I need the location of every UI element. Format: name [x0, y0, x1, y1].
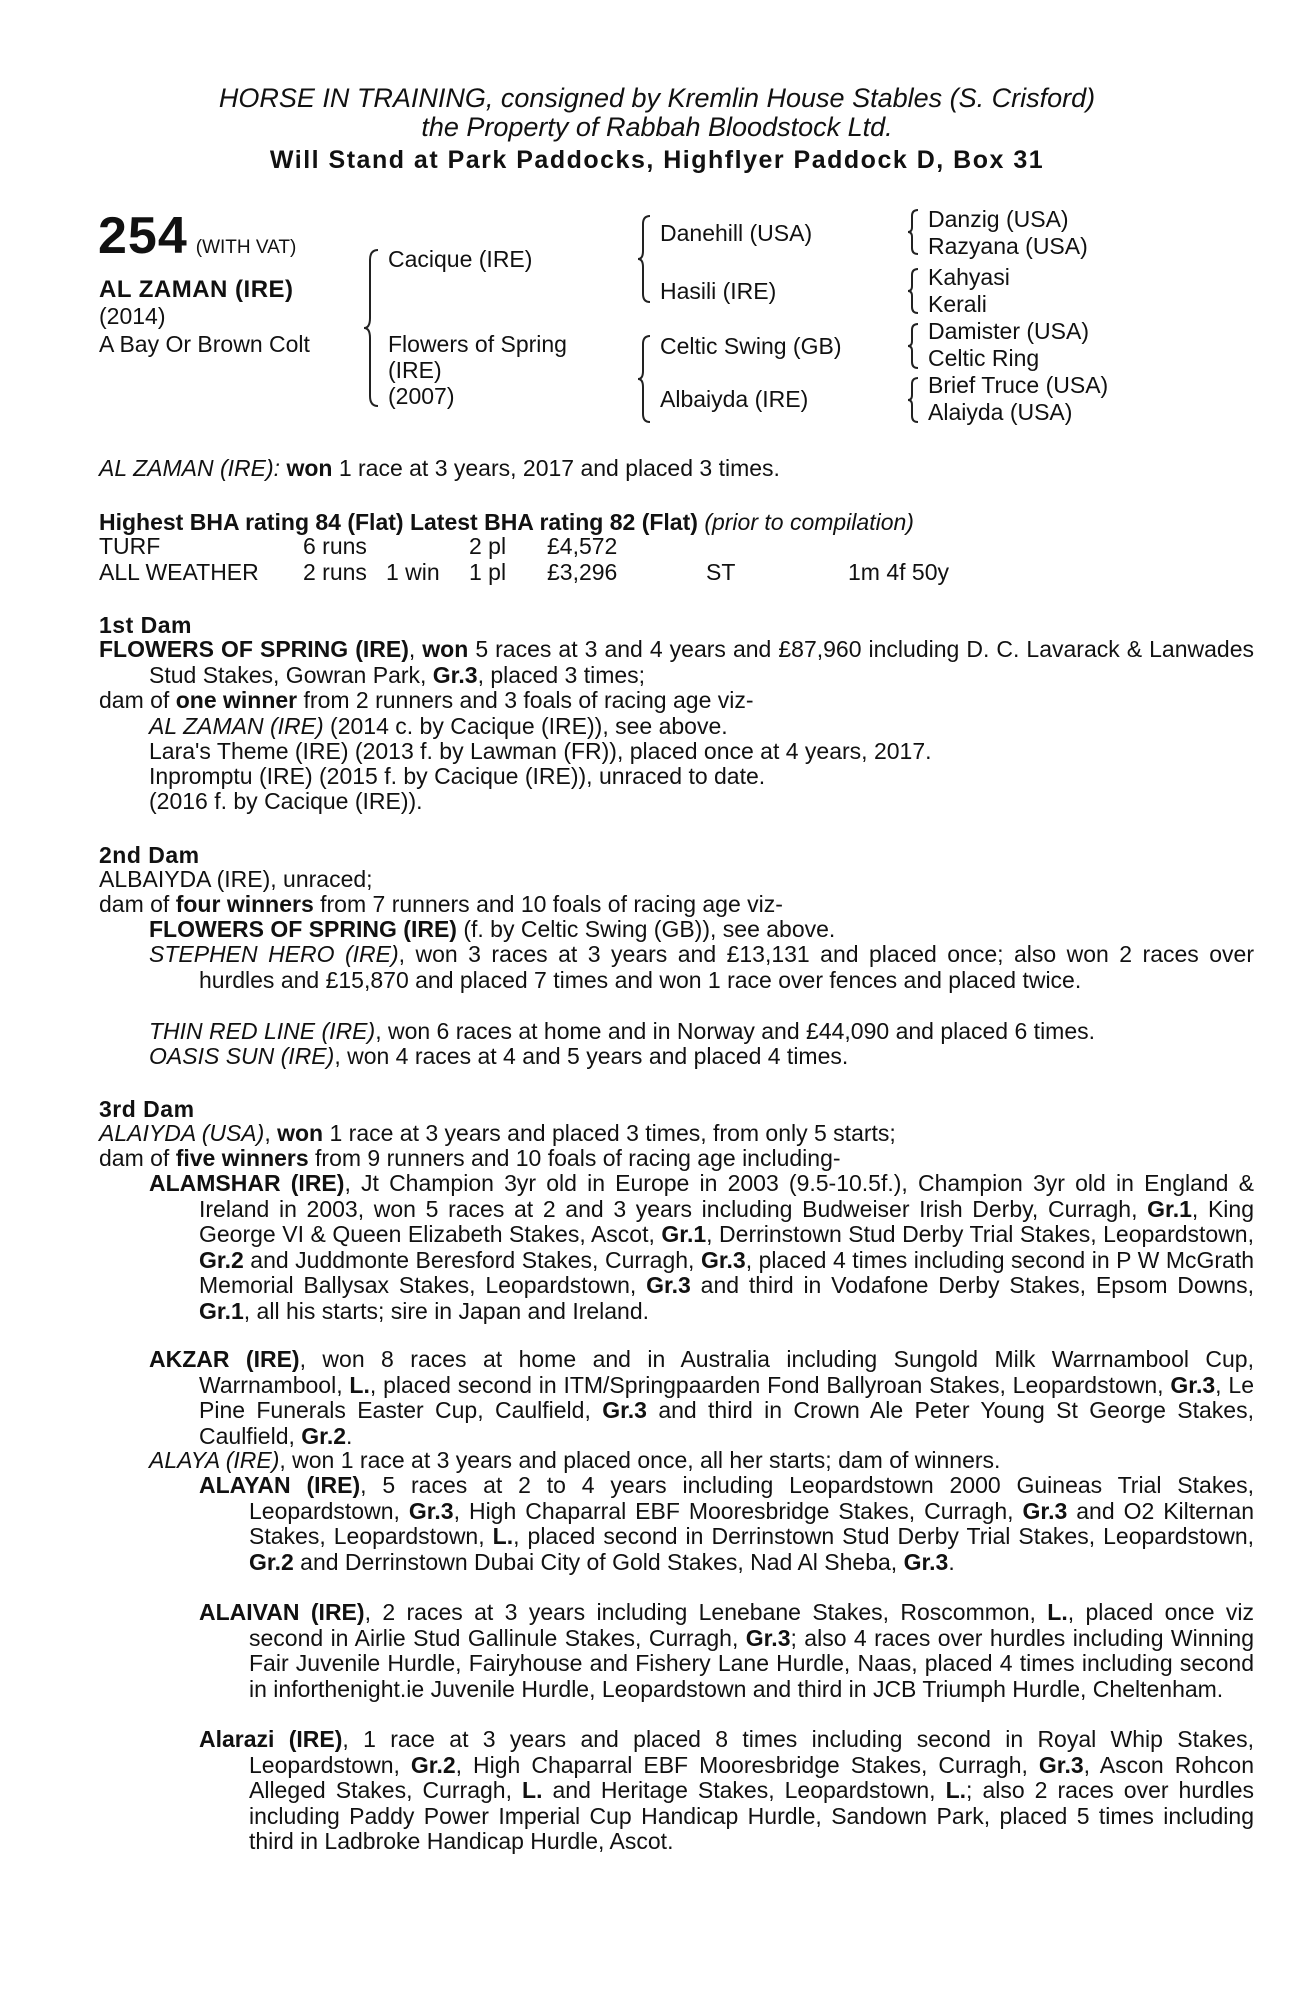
third-dam-offspring-akzar: [149, 1347, 1254, 1449]
pedigree-sire: Cacique (IRE): [388, 246, 533, 272]
pedigree-brace-sire: [636, 214, 656, 304]
first-dam-name: FLOWERS OF SPRING (IRE): [99, 636, 409, 662]
first-dam-text-a: 5 races at 3 and 4 years and £87,960 including D. C. Lavarack & Lanwades Stud Stakes, Gowran Park,: [149, 636, 1254, 688]
second-dam-offspring-2: [149, 942, 1254, 993]
aw-wins: 1 win: [386, 559, 440, 585]
race-grade: Gr.2: [410, 1751, 456, 1778]
race-grade: Gr.3: [602, 1397, 647, 1423]
offspring-text: , Derrinstown Stud Derby Trial Stakes, Leopardstown,: [706, 1221, 1254, 1247]
offspring-text: and Juddmonte Beresford Stakes, Curragh,: [243, 1246, 701, 1273]
offspring-text: , won 8 races at home and in Australia including Sungold Milk Warrnambool Cup, Warrnambool,: [199, 1346, 1254, 1398]
pedigree-ggd-3: Celtic Ring: [928, 345, 1040, 371]
third-dam-record: [99, 1121, 1209, 1147]
offspring-text: , placed 4 times including second in P W McGrath Memorial Ballysax Stakes, Leopardstown,: [199, 1246, 1254, 1298]
offspring-text: and third in Crown Ale Peter Young St George Stakes, Caulfield,: [199, 1397, 1254, 1449]
grand-offspring-alaivan: [199, 1600, 1254, 1702]
third-dam-offspring-alaya: [149, 1448, 1209, 1474]
offspring-text: .: [346, 1422, 353, 1449]
aw-earnings: £3,296: [547, 559, 618, 585]
turf-runs: 6 runs: [303, 533, 367, 559]
grand-offspring-alayan: [199, 1473, 1254, 1575]
offspring-text: ; also 4 races over hurdles including Winning Fair Juvenile Hurdle, Fairyhouse and Fishery Lane Hurdle, Naas, placed 4 times including second in inforthenight.ie Juvenile Hurdle, Leopardstown and third in JCB Triumph Hurdle, Cheltenham.: [249, 1624, 1254, 1702]
pedigree-brace-dam: [636, 334, 656, 424]
aw-placed: 1 pl: [469, 559, 507, 585]
offspring-name: ALAMSHAR (IRE): [149, 1170, 345, 1196]
pedigree-ggs-2: Kahyasi: [928, 264, 1010, 290]
pedigree-ggd-4: Alaiyda (USA): [928, 399, 1073, 425]
offspring-text: and Heritage Stakes, Leopardstown,: [542, 1777, 946, 1803]
grand-offspring-alarazi: [199, 1727, 1254, 1855]
offspring-text: , 2 races at 3 years including Lenebane Stakes, Roscommon,: [364, 1599, 1048, 1625]
horse-description: A Bay Or Brown Colt: [99, 331, 310, 357]
offspring-details: , won 1 race at 3 years and placed once, all her starts; dam of winners.: [279, 1447, 1001, 1473]
offspring-text: , Jt Champion 3yr old in Europe in 2003 (9.5-10.5f.), Champion 3yr old in England & Ireland in 2003, won 5 races at 2 and 3 years including Budweiser Irish Derby, Curragh,: [199, 1170, 1254, 1222]
second-dam-offspring-3: [149, 1019, 1209, 1045]
first-dam-winners: one winner: [175, 687, 298, 713]
first-dam-offspring-4: (2016 f. by Cacique (IRE)).: [149, 788, 423, 814]
offspring-name: THIN RED LINE (IRE): [149, 1018, 376, 1044]
aw-label: ALL WEATHER: [99, 559, 259, 585]
summary-horse-name: AL ZAMAN (IRE): [99, 455, 274, 481]
pedigree-dam-line3: (2007): [388, 383, 455, 409]
bha-ratings: [99, 510, 1229, 536]
offspring-text: and O2 Kilternan Stakes, Leopardstown,: [249, 1497, 1254, 1549]
third-dam-offspring-alamshar: [149, 1171, 1254, 1324]
race-grade: Gr.1: [1147, 1195, 1192, 1222]
third-dam-rest: 1 race at 3 years and placed 3 times, from only 5 starts;: [323, 1120, 896, 1146]
bha-rating-text: Highest BHA rating 84 (Flat) Latest BHA rating 82 (Flat): [99, 509, 698, 535]
race-grade: L.: [349, 1371, 370, 1398]
race-grade: Gr.3: [700, 1246, 746, 1273]
pedigree-ggs-1: Danzig (USA): [928, 206, 1069, 232]
pedigree-brace-g3: [906, 322, 922, 370]
race-grade: Gr.3: [1038, 1751, 1084, 1778]
offspring-text: , 1 race at 3 years and placed 8 times including second in Royal Whip Stakes, Leopardstown,: [249, 1726, 1254, 1778]
pedigree-brace-main: [362, 248, 384, 408]
offspring-name: OASIS SUN (IRE): [149, 1043, 335, 1069]
bha-rating-note: (prior to compilation): [704, 509, 914, 535]
offspring-text: , High Chaparral EBF Mooresbridge Stakes, Curragh,: [455, 1751, 1039, 1778]
pedigree-dam-dam: Albaiyda (IRE): [660, 386, 809, 412]
second-dam-heading: 2nd Dam: [99, 842, 200, 868]
horse-year: (2014): [99, 303, 166, 329]
summary-won: won: [286, 455, 333, 481]
vat-note: (WITH VAT): [195, 237, 297, 258]
offspring-name: AL ZAMAN (IRE): [149, 713, 324, 739]
first-dam-grade: Gr.3: [432, 661, 478, 688]
pedigree-ggs-4: Brief Truce (USA): [928, 372, 1109, 398]
first-dam-offspring-2: Lara's Theme (IRE) (2013 f. by Lawman (FR)), placed once at 4 years, 2017.: [149, 738, 932, 764]
race-grade: Gr.3: [1022, 1497, 1068, 1524]
offspring-text: , High Chaparral EBF Mooresbridge Stakes, Curragh,: [453, 1497, 1023, 1524]
pedigree-ggs-3: Damister (USA): [928, 318, 1090, 344]
race-grade: L.: [522, 1777, 543, 1803]
pedigree-brace-g1: [906, 208, 922, 256]
summary-rest: 1 race at 3 years, 2017 and placed 3 times.: [332, 455, 780, 481]
offspring-name: FLOWERS OF SPRING (IRE): [149, 916, 457, 942]
header-stable-location: Will Stand at Park Paddocks, Highflyer Paddock D, Box 31: [269, 146, 1045, 174]
second-dam-viz: from 7 runners and 10 foals of racing age viz-: [313, 891, 783, 917]
offspring-text: , placed once viz second in Airlie Stud Gallinule Stakes, Curragh,: [249, 1599, 1254, 1651]
pedigree-sire-sire: Danehill (USA): [660, 220, 813, 246]
lot-number: 254: [98, 207, 188, 265]
aw-runs: 2 runs: [303, 559, 367, 585]
race-grade: Gr.3: [903, 1548, 949, 1575]
offspring-text: ; also 2 races over hurdles including Paddy Power Imperial Cup Handicap Hurdle, Sandown Park, placed 5 times including third in Ladbroke Handicap Hurdle, Ascot.: [249, 1777, 1254, 1854]
first-dam-text-b: , placed 3 times;: [477, 661, 646, 688]
first-dam-offspring-1: [149, 714, 1209, 740]
summary-colon: :: [273, 455, 281, 481]
race-grade: Gr.3: [408, 1497, 454, 1524]
race-grade: Gr.1: [661, 1221, 707, 1247]
first-dam-won: won: [422, 636, 469, 662]
offspring-name: Alarazi (IRE): [199, 1726, 343, 1752]
third-dam-produce-summary: [99, 1146, 1209, 1172]
race-grade: Gr.3: [646, 1272, 691, 1298]
header-property-line: the Property of Rabbah Bloodstock Ltd.: [421, 112, 893, 142]
offspring-text: , King George VI & Queen Elizabeth Stakes, Ascot,: [199, 1195, 1254, 1247]
offspring-details: , won 4 races at 4 and 5 years and placed 4 times.: [334, 1043, 849, 1069]
offspring-text: , placed second in Derrinstown Stud Derby Trial Stakes, Leopardstown,: [513, 1523, 1255, 1549]
offspring-details: (2014 c. by Cacique (IRE)), see above.: [323, 713, 728, 739]
third-dam-dam-of: dam of: [99, 1145, 176, 1171]
offspring-name: ALAYAN (IRE): [199, 1472, 361, 1498]
offspring-name: AKZAR (IRE): [149, 1346, 300, 1372]
second-dam-produce-summary: [99, 892, 1209, 918]
first-dam-heading: 1st Dam: [99, 612, 192, 638]
third-dam-name: ALAIYDA (USA): [99, 1120, 265, 1146]
race-grade: L.: [945, 1777, 967, 1803]
offspring-name: ALAIVAN (IRE): [199, 1599, 365, 1625]
offspring-name: STEPHEN HERO (IRE): [149, 941, 399, 967]
aw-surface: ST: [706, 559, 736, 585]
turf-earnings: £4,572: [547, 533, 618, 559]
race-grade: Gr.1: [199, 1297, 244, 1324]
race-grade: Gr.3: [745, 1624, 791, 1651]
third-dam-viz: from 9 runners and 10 foals of racing age including-: [308, 1145, 841, 1171]
third-dam-heading: 3rd Dam: [99, 1096, 195, 1122]
offspring-details: , won 3 races at 3 years and £13,131 and placed once; also won 2 races over hurdles and £15,870 and placed 7 times and won 1 race over fences and placed twice.: [199, 941, 1254, 993]
offspring-text: , placed second in ITM/Springpaarden Fond Ballyroan Stakes, Leopardstown,: [369, 1371, 1171, 1398]
aw-distance: 1m 4f 50y: [848, 559, 949, 585]
lot-block: [98, 206, 296, 266]
race-grade: L.: [492, 1523, 514, 1549]
second-dam-dam-of: dam of: [99, 891, 176, 917]
horse-name: AL ZAMAN (IRE): [99, 276, 294, 303]
first-dam-viz: from 2 runners and 3 foals of racing age viz-: [297, 687, 754, 713]
pedigree-ggd-1: Razyana (USA): [928, 233, 1088, 259]
offspring-text: and Derrinstown Dubai City of Gold Stakes, Nad Al Sheba,: [293, 1548, 904, 1575]
pedigree-ggd-2: Kerali: [928, 291, 987, 317]
turf-placed: 2 pl: [469, 533, 507, 559]
race-grade: L.: [1047, 1599, 1068, 1625]
third-dam-comma: ,: [264, 1120, 278, 1146]
turf-label: TURF: [99, 533, 161, 559]
offspring-text: , all his starts; sire in Japan and Ireland.: [243, 1297, 650, 1324]
offspring-details: (f. by Celtic Swing (GB)), see above.: [456, 916, 836, 942]
pedigree-brace-g2: [906, 267, 922, 315]
pedigree-sire-dam: Hasili (IRE): [660, 278, 777, 304]
race-grade: Gr.3: [1170, 1371, 1216, 1398]
third-dam-won: won: [277, 1120, 324, 1146]
race-grade: Gr.2: [199, 1246, 244, 1273]
second-dam-offspring-1: [149, 917, 1209, 943]
first-dam-dam-of: dam of: [99, 687, 176, 713]
first-dam-produce-summary: [99, 688, 1209, 714]
second-dam-winners: four winners: [175, 891, 314, 917]
second-dam-record: ALBAIYDA (IRE), unraced;: [99, 866, 373, 892]
pedigree-brace-g4: [906, 376, 922, 424]
race-summary: [99, 456, 1219, 482]
offspring-details: , won 6 races at home and in Norway and £44,090 and placed 6 times.: [375, 1018, 1096, 1044]
offspring-text: .: [948, 1548, 955, 1575]
offspring-text: , Le Pine Funerals Easter Cup, Caulfield,: [199, 1371, 1254, 1423]
pedigree-dam-sire: Celtic Swing (GB): [660, 333, 842, 359]
offspring-text: , Ascon Rohcon Alleged Stakes, Curragh,: [249, 1751, 1254, 1803]
offspring-name: ALAYA (IRE): [149, 1447, 280, 1473]
race-grade: Gr.2: [249, 1548, 294, 1575]
offspring-text: , 5 races at 2 to 4 years including Leopardstown 2000 Guineas Trial Stakes, Leopardstown,: [249, 1472, 1255, 1524]
second-dam-offspring-4: [149, 1044, 1209, 1070]
race-grade: Gr.2: [301, 1422, 347, 1449]
pedigree-dam-line2: (IRE): [388, 357, 442, 383]
third-dam-winners: five winners: [175, 1145, 309, 1171]
first-dam-offspring-3: Inpromptu (IRE) (2015 f. by Cacique (IRE)), unraced to date.: [149, 763, 766, 789]
first-dam-record: FLOWERS OF SPRING (IRE), won 5 races at 3 and 4 years and £87,960 including D. C. Lavarack & Lanwades Stud Stakes, Gowran Park, Gr.3, placed 3 times;: [99, 636, 1254, 688]
pedigree-dam-line1: Flowers of Spring: [388, 331, 567, 357]
header-consignor-line: HORSE IN TRAINING, consigned by Kremlin House Stables (S. Crisford): [218, 83, 1096, 113]
offspring-text: and third in Vodafone Derby Stakes, Epsom Downs,: [690, 1272, 1254, 1298]
